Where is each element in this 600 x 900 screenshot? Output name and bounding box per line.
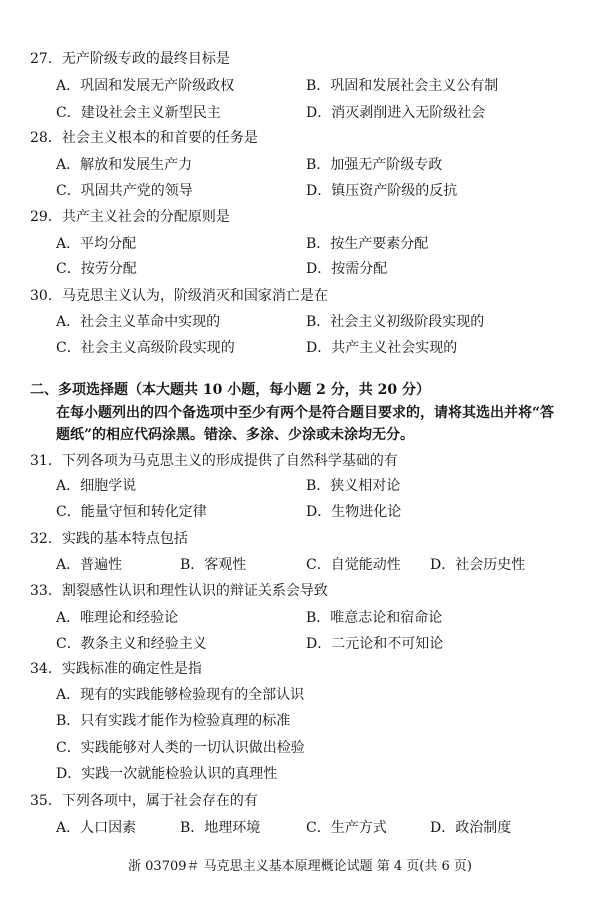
question-28-stem: 28．社会主义根本的和首要的任务是 — [30, 130, 258, 146]
question-32-option-d: D．社会历史性 — [430, 557, 526, 573]
question-35-option-d: D．政治制度 — [430, 820, 512, 836]
question-30-option-d: D．共产主义社会实现的 — [306, 340, 458, 356]
section-2-instructions-line2: 题纸”的相应代码涂黑。错涂、多涂、少涂或未涂均无分。 — [56, 427, 415, 443]
question-34-option-c: C．实践能够对人类的一切认识做出检验 — [56, 740, 305, 756]
question-33-option-c: C．教条主义和经验主义 — [56, 636, 207, 652]
question-35-option-a: A．人口因素 — [56, 820, 137, 836]
question-27-option-b: B．巩固和发展社会主义公有制 — [306, 78, 499, 94]
question-29-stem: 29．共产主义社会的分配原则是 — [30, 209, 230, 225]
question-31-option-c: C．能量守恒和转化定律 — [56, 504, 207, 520]
section-2-instructions-line1: 在每小题列出的四个备选项中至少有两个是符合题目要求的，请将其选出并将“答 — [56, 405, 555, 421]
question-28-option-c: C．巩固共产党的领导 — [56, 183, 193, 199]
question-28-option-d: D．镇压资产阶级的反抗 — [306, 183, 458, 199]
question-34-option-b: B．只有实践才能作为检验真理的标准 — [56, 713, 291, 729]
question-27-option-c: C．建设社会主义新型民主 — [56, 105, 221, 121]
question-28-option-b: B．加强无产阶级专政 — [306, 157, 443, 173]
question-30-option-c: C．社会主义高级阶段实现的 — [56, 340, 235, 356]
question-31-stem: 31．下列各项为马克思主义的形成提供了自然科学基础的有 — [30, 453, 398, 469]
question-35-stem: 35．下列各项中，属于社会存在的有 — [30, 793, 258, 809]
question-28-option-a: A．解放和发展生产力 — [56, 157, 193, 173]
question-34-option-d: D．实践一次就能检验认识的真理性 — [56, 766, 278, 782]
question-27-option-d: D．消灭剥削进入无阶级社会 — [306, 105, 486, 121]
question-32-option-c: C．自觉能动性 — [306, 557, 401, 573]
question-32-option-b: B．客观性 — [180, 557, 247, 573]
question-34-option-a: A．现有的实践能够检验现有的全部认识 — [56, 687, 305, 703]
question-27-stem: 27．无产阶级专政的最终目标是 — [30, 51, 230, 67]
page-footer: 浙 03709＃ 马克思主义基本原理概论试题 第 4 页(共 6 页) — [128, 859, 472, 874]
question-30-option-a: A．社会主义革命中实现的 — [56, 314, 221, 330]
question-35-option-c: C．生产方式 — [306, 820, 387, 836]
question-33-stem: 33．割裂感性认识和理性认识的辩证关系会导致 — [30, 583, 328, 599]
question-29-option-d: D．按需分配 — [306, 261, 388, 277]
question-27-option-a: A．巩固和发展无产阶级政权 — [56, 78, 235, 94]
section-2-title: 二、多项选择题（本大题共 10 小题，每小题 2 分，共 20 分） — [30, 382, 430, 398]
question-33-option-d: D．二元论和不可知论 — [306, 636, 444, 652]
question-30-option-b: B．社会主义初级阶段实现的 — [306, 314, 485, 330]
question-30-stem: 30．马克思主义认为，阶级消灭和国家消亡是在 — [30, 288, 328, 304]
question-29-option-b: B．按生产要素分配 — [306, 236, 429, 252]
question-32-stem: 32．实践的基本特点包括 — [30, 531, 188, 547]
question-29-option-c: C．按劳分配 — [56, 261, 137, 277]
question-31-option-b: B．狭义相对论 — [306, 478, 401, 494]
question-33-option-b: B．唯意志论和宿命论 — [306, 610, 443, 626]
question-35-option-b: B．地理环境 — [180, 820, 261, 836]
question-29-option-a: A．平均分配 — [56, 236, 137, 252]
question-34-stem: 34．实践标准的确定性是指 — [30, 661, 202, 677]
question-32-option-a: A．普遍性 — [56, 557, 123, 573]
question-31-option-a: A．细胞学说 — [56, 478, 137, 494]
question-31-option-d: D．生物进化论 — [306, 504, 402, 520]
question-33-option-a: A．唯理论和经验论 — [56, 610, 179, 626]
